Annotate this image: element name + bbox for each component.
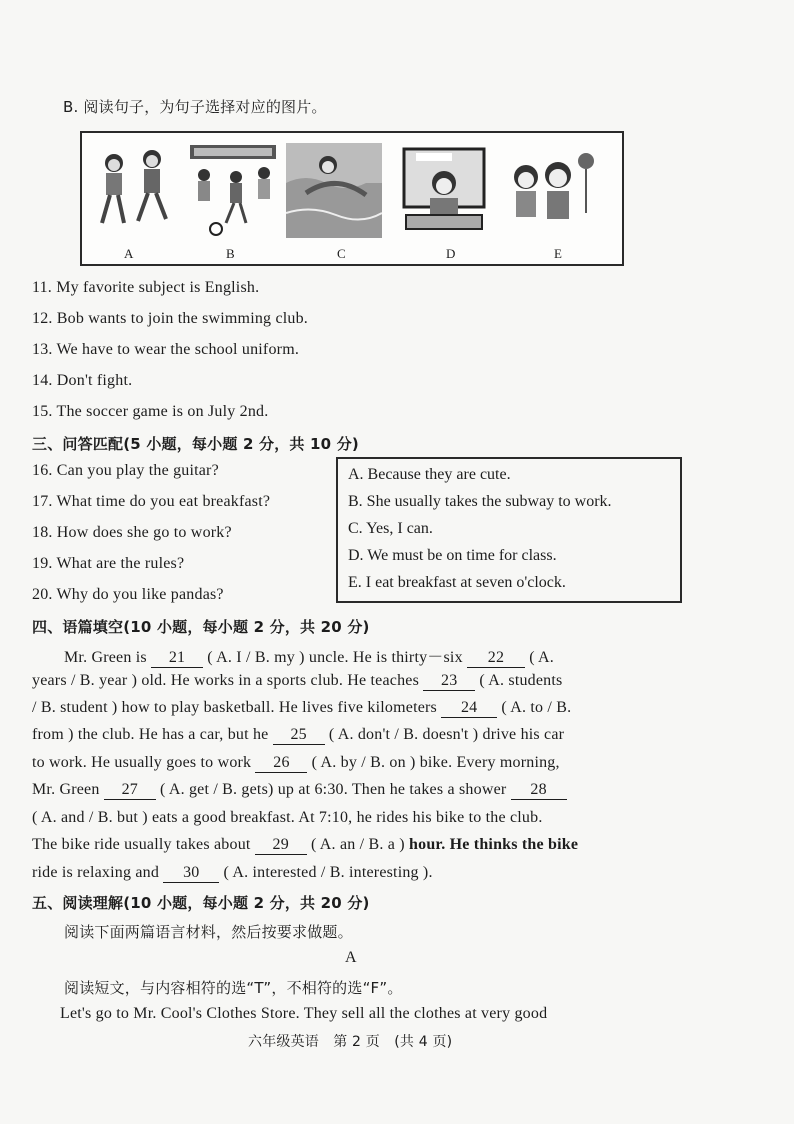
section-5-intro: 阅读下面两篇语言材料，然后按要求做题。 [64, 923, 353, 941]
answer-d: D. We must be on time for class. [348, 547, 557, 564]
section-5-title: 五、阅读理解(10 小题，每小题 2 分，共 20 分) [32, 894, 370, 912]
picture-b [186, 143, 282, 238]
cloze-text: ride is relaxing and [32, 864, 160, 881]
passage-first-line: Let's go to Mr. Cool's Clothes Store. They sell all the clothes at very good [60, 1005, 548, 1022]
cloze-line-4 [32, 726, 564, 745]
answer-e: E. I eat breakfast at seven o'clock. [348, 574, 566, 591]
blank-27[interactable]: 27 [104, 781, 156, 800]
cloze-text: ( A. I / B. my ) uncle. He is thirty－six [207, 649, 463, 666]
blank-30[interactable]: 30 [163, 864, 219, 883]
picture-c [286, 143, 382, 238]
blank-26[interactable]: 26 [255, 754, 307, 773]
question-19: 19. What are the rules? [32, 555, 185, 572]
page-footer: 六年级英语 第 2 页 (共 4 页) [248, 1034, 453, 1050]
cloze-text: to work. He usually goes to work [32, 754, 252, 771]
section-b-title: B. 阅读句子，为句子选择对应的图片。 [63, 98, 327, 116]
cloze-text: years / B. year ) old. He works in a sports club. He teaches [32, 672, 419, 689]
question-16: 16. Can you play the guitar? [32, 462, 219, 479]
blank-23[interactable]: 23 [423, 672, 475, 691]
cloze-text: ( A. by / B. on ) bike. Every morning, [311, 754, 560, 771]
cloze-text: / B. student ) how to play basketball. He lives five kilometers [32, 699, 437, 716]
cloze-text: from ) the club. He has a car, but he [32, 726, 269, 743]
picture-label-e: E [554, 246, 562, 261]
cloze-text: ( A. students [479, 672, 563, 689]
blank-28[interactable]: 28 [511, 781, 567, 800]
question-14: 14. Don't fight. [32, 372, 133, 389]
picture-d [396, 143, 492, 238]
cloze-text: ( A. get / B. gets) up at 6:30. Then he takes a shower [159, 781, 507, 798]
blank-24[interactable]: 24 [441, 699, 497, 718]
passage-instruction: 阅读短文，与内容相符的选“T”，不相符的选“F”。 [64, 979, 403, 997]
picture-e [500, 143, 596, 238]
cloze-text: ( A. don't / B. doesn't ) drive his car [328, 726, 565, 743]
cloze-line-1 [64, 644, 554, 668]
question-18: 18. How does she go to work? [32, 524, 232, 541]
picture-label-c: C [337, 246, 346, 261]
cloze-text: Mr. Green is [64, 649, 147, 666]
cloze-text: ( A. interested / B. interesting ). [223, 864, 433, 881]
section-3-title: 三、问答匹配(5 小题，每小题 2 分，共 10 分) [32, 435, 359, 453]
picture-a [86, 143, 182, 238]
picture-label-b: B [226, 246, 235, 261]
blank-21[interactable]: 21 [151, 649, 203, 668]
cloze-text: The bike ride usually takes about [32, 836, 251, 853]
cloze-line-8 [32, 836, 578, 855]
cloze-text: ( A. an / B. a ) [310, 836, 405, 853]
picture-label-a: A [124, 246, 134, 261]
cloze-text: hour. He thinks the bike [409, 836, 579, 853]
cloze-line-6 [32, 781, 567, 800]
question-17: 17. What time do you eat breakfast? [32, 493, 271, 510]
cloze-text: ( A. to / B. [501, 699, 572, 716]
question-12: 12. Bob wants to join the swimming club. [32, 310, 308, 327]
answer-a: A. Because they are cute. [348, 466, 511, 483]
cloze-line-7: ( A. and / B. but ) eats a good breakfast. At 7:10, he rides his bike to the club. [32, 809, 543, 826]
blank-29[interactable]: 29 [255, 836, 307, 855]
passage-label: A [345, 949, 357, 966]
cloze-line-3 [32, 699, 571, 718]
question-11: 11. My favorite subject is English. [32, 279, 260, 296]
answer-b: B. She usually takes the subway to work. [348, 493, 612, 510]
cloze-text: ( A. [529, 649, 554, 666]
answer-options-box [336, 457, 682, 603]
cloze-line-9 [32, 864, 433, 883]
blank-22[interactable]: 22 [467, 649, 525, 668]
cloze-line-5 [32, 754, 560, 773]
picture-label-d: D [446, 246, 456, 261]
question-15: 15. The soccer game is on July 2nd. [32, 403, 269, 420]
question-13: 13. We have to wear the school uniform. [32, 341, 300, 358]
cloze-line-2 [32, 672, 562, 691]
section-4-title: 四、语篇填空(10 小题，每小题 2 分，共 20 分) [32, 618, 370, 636]
question-20: 20. Why do you like pandas? [32, 586, 224, 603]
blank-25[interactable]: 25 [273, 726, 325, 745]
picture-panel [80, 131, 624, 266]
cloze-text: Mr. Green [32, 781, 100, 798]
answer-c: C. Yes, I can. [348, 520, 433, 537]
